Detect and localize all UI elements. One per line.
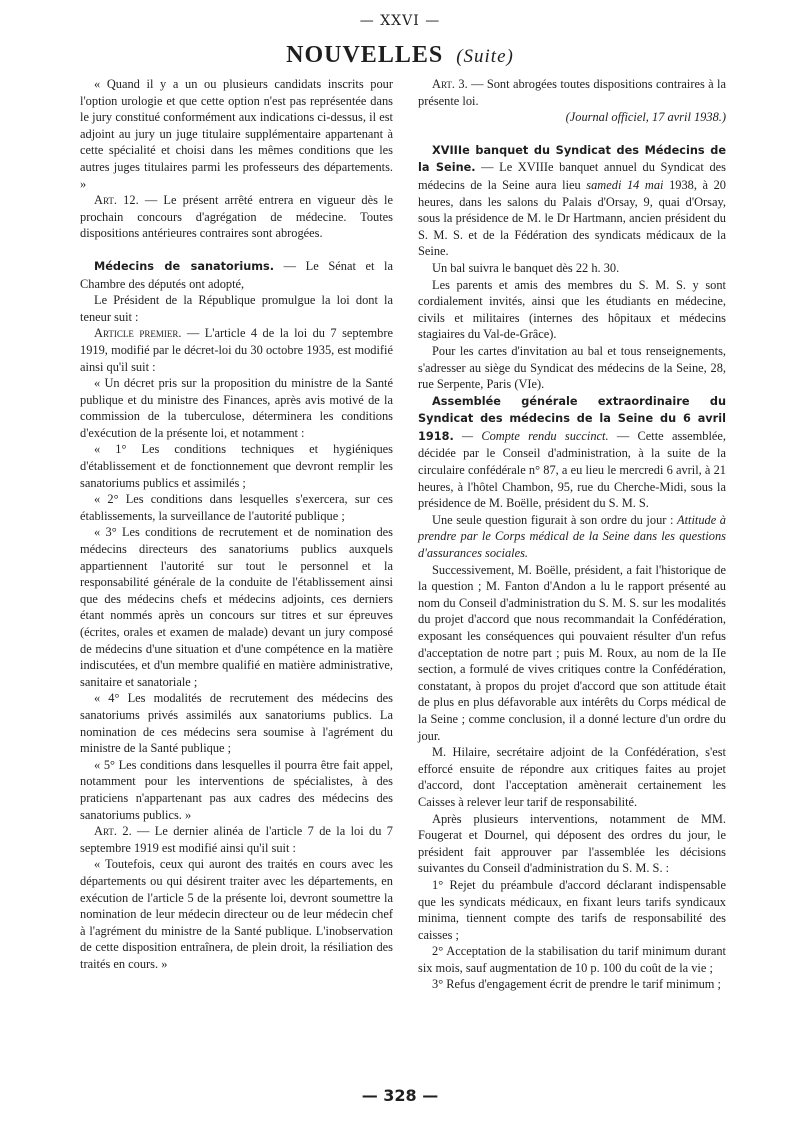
paragraph: « 2° Les conditions dans lesquelles s'exercera, sur ces établissements, la surveillance de l'autorité publique ;	[80, 492, 393, 523]
paragraph: « 1° Les conditions techniques et hygiéniques d'établissement et de fonctionnement que devront remplir les sanatoriums publics et assimilés ;	[80, 442, 393, 490]
section-title	[0, 42, 800, 69]
paragraph-text: — Cette assemblée, décidée par le Conseil d'administration, à la suite de la circulaire confédérale n° 87, a eu lieu le mercredi 6 avril, à 21 heures, à l'hôtel Chambon, 95, rue du Cherche-Midi, sous la présidence de M. Boëlle, président du S. M. S.	[418, 428, 726, 511]
paragraph: Successivement, M. Boëlle, président, a fait l'historique de la question ; M. Fanton d'Andon a lu le rapport présenté au nom du Conseil d'administration du S. M. S. sur les modalités du projet d'accord que nous recommandait la Confédération, exposant les conséquences qui pouvaient résulter d'un refus d'acceptation de notre part ; puis M. Roux, au nom de la IIe section, a formulé de vives critiques contre la Confédération, constatant, à propos du projet d'accord que son attitude était de plus en plus défavorable aux intérêts du Corps médical de la Seine ; comme conclusion, il a donné lecture d'un ordre du jour.	[418, 562, 726, 743]
paragraph: Après plusieurs interventions, notamment de MM. Fougerat et Dournel, qui déposent des ordres du jour, le président fait approuver par l'assemblée les décisions suivantes du Conseil d'administration du S. M. S. :	[418, 811, 726, 876]
paragraph-text: — Le présent arrêté entrera en vigueur dès le prochain concours d'agrégation de médecine. Toutes dispositions antérieures contraires sont abrogées.	[80, 193, 393, 241]
section-title-suffix: (Suite)	[456, 46, 514, 67]
event-date: samedi 14 mai	[586, 177, 664, 192]
paragraph-text: Une seule question figurait à son ordre du jour :	[432, 512, 677, 527]
paragraph-text: — Le dernier alinéa de l'article 7 de la loi du 7 septembre 1919 est modifié ainsi qu'il suit :	[80, 824, 393, 855]
page-number: — 328 —	[361, 1086, 439, 1105]
paragraph: M. Hilaire, secrétaire adjoint de la Confédération, s'est efforcé ensuite de répondre aux critiques faites au projet d'accord, dont l'acceptation amènerait certainement les Caisses à relever leur tarif de responsabilité.	[418, 745, 726, 809]
paragraph: 1° Rejet du préambule d'accord déclarant indispensable que les syndicats médicaux, en fixant leurs tarifs syndicaux minima, tiennent compte des tarifs de responsabilité des caisses ;	[418, 877, 726, 942]
paragraph	[418, 393, 726, 512]
paragraph	[418, 512, 726, 562]
article-label: Art. 12.	[94, 193, 139, 208]
paragraph: « Un décret pris sur la proposition du ministre de la Santé publique et du ministre des Finances, après avis motivé de la commission de la tuberculose, déterminera les conditions d'exécution de la présente loi, et notamment :	[80, 376, 393, 440]
article-label: Article premier.	[94, 326, 182, 341]
paragraph: « 3° Les conditions de recrutement et de nomination des médecins directeurs des sanatoriums publics auxquels appartiennent l'autorité sur tout le personnel et la responsabilité générale de la conduite de l'établissement ainsi que des médecins chefs et médecins adjoints, ces derniers étant nommés après un concours sur titres et sur épreuves (écrites, orales et examen de malade) devant un jury composé de médecins d'une situation et d'une compétence en la matière indiscutées, et d'un membre qualifié en matière administrative, sanitaire et sanatoriale ;	[80, 525, 393, 689]
paragraph: Un bal suivra le banquet dès 22 h. 30.	[432, 260, 620, 275]
paragraph: Les parents et amis des membres du S. M. S. y sont cordialement invités, ainsi que les étudiants en médecine, civils et militaires (internes des hôpitaux et médecins stagiaires du Val-de-Grâce).	[418, 277, 726, 342]
roman-page-number: — XXVI —	[359, 13, 441, 29]
paragraph: Pour les cartes d'invitation au bal et tous renseignements, s'adresser au siège du Syndicat des médecins de la Seine, 28, rue Serpente, Paris (VIe).	[418, 343, 726, 392]
left-column	[80, 76, 393, 972]
paragraph	[80, 258, 393, 292]
right-column	[418, 76, 726, 993]
paragraph: Le Président de la République promulgue la loi dont la teneur suit :	[80, 293, 393, 324]
section-title-main: NOUVELLES	[286, 42, 444, 68]
paragraph	[418, 142, 726, 260]
paragraph: « 5° Les conditions dans lesquelles il pourra être fait appel, notamment pour les interventions de spécialistes, à des praticiens n'appartenant pas aux cadres des médecins des sanatoriums publics. »	[80, 757, 393, 822]
paragraph-text: — L'article 4 de la loi du 7 septembre 1919, modifié par le décret-loi du 30 octobre 1935, est modifié ainsi qu'il suit :	[80, 326, 393, 374]
paragraph: « Quand il y a un ou plusieurs candidats inscrits pour l'option urologie et que cette option n'est pas représentée dans le jury constitué conformément aux indications ci-dessus, il est adjoint au jury un juge titulaire supplémentaire appartenant à cette spécialité et choisi dans les mêmes conditions que les autres juges titulaires parmi les professeurs des départements. »	[80, 77, 393, 191]
paragraph-text: — Sont abrogées toutes dispositions contraires à la présente loi.	[418, 77, 726, 108]
section-heading: Assemblée générale extraordinaire du Syndicat des médecins de la Seine du 6 avril 1918.	[418, 394, 726, 443]
paragraph	[80, 192, 393, 242]
section-heading: Médecins de sanatoriums.	[94, 259, 275, 273]
paragraph: 2° Acceptation de la stabilisation du tarif minimum durant six mois, sauf augmentation de 10 p. 100 du coût de la vie ;	[418, 944, 726, 975]
paragraph: « 4° Les modalités de recrutement des médecins des sanatoriums privés assimilés aux sanatoriums publics. La nomination de ces médecins sera soumise à l'agrément du ministre de la Santé publique ;	[80, 691, 393, 756]
citation: (Journal officiel, 17 avril 1938.)	[565, 110, 726, 125]
paragraph	[80, 823, 393, 856]
section-heading: XVIIIe banquet du Syndicat des Médecins de la Seine.	[418, 143, 726, 175]
article-label: Art. 3.	[432, 77, 468, 91]
article-label: Art. 2.	[94, 824, 132, 839]
paragraph-text: — Le Sénat et la Chambre des députés ont adopté,	[80, 258, 393, 291]
paragraph	[418, 76, 726, 109]
paragraph: « Toutefois, ceux qui auront des traités en cours avec les départements ou qui désirent traiter avec les départements, en exécution de l'article 5 de la présente loi, devront soumettre la nomination de leur médecin directeur ou de leur médecin chef à l'agrément du ministre de la Santé publique. L'inobservation de cette disposition entraînera, de plein droit, la résiliation des traités en cours. »	[80, 857, 393, 971]
paragraph: 3° Refus d'engagement écrit de prendre le tarif minimum ;	[432, 977, 721, 992]
agenda-item: Attitude à prendre par le Corps médical de la Seine dans les questions d'assurances sociales.	[418, 512, 727, 561]
paragraph-text: 1938, à 20 heures, dans les salons du Palais d'Orsay, 9, quai d'Orsay, sous la présidence de M. le Dr Hartmann, ancien président du S. M. S. et de la Fédération des syndicats médicaux de la Seine.	[418, 177, 726, 259]
paragraph	[80, 325, 393, 375]
paragraph-text: — Le XVIIIe banquet annuel du Syndicat des médecins de la Seine aura lieu	[418, 160, 726, 192]
subheading-italic: — Compte rendu succinct.	[453, 428, 609, 443]
